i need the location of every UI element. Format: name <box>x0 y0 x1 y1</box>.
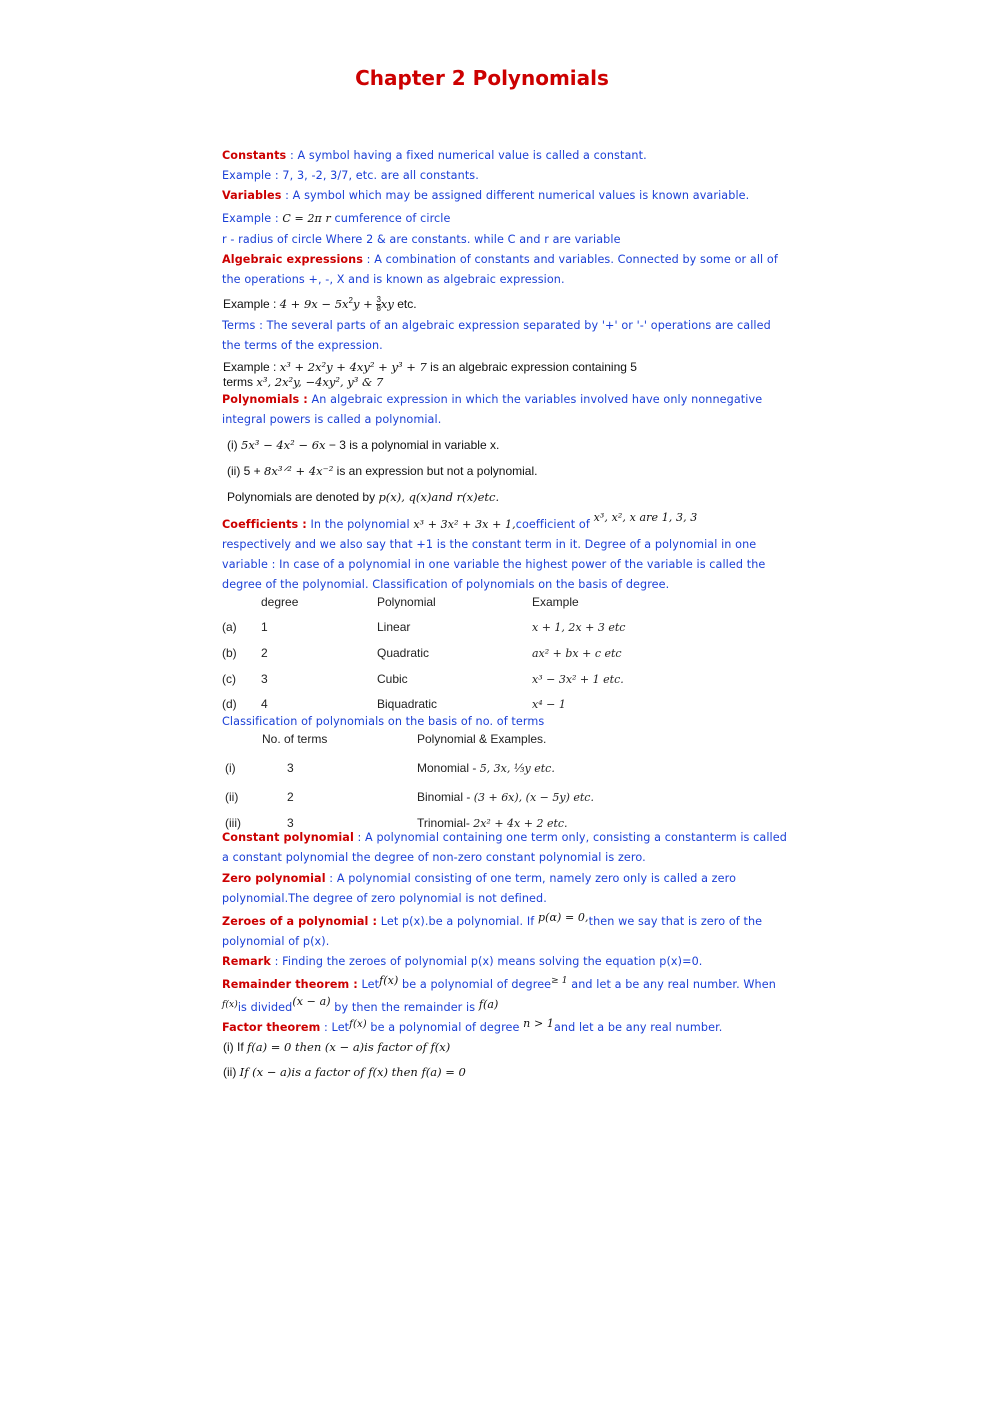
polynomial-example-2-label: (ii) 5 + <box>227 464 265 478</box>
polynomials-text-2: integral powers is called a polynomial. <box>222 413 442 426</box>
coefficients-line-2: respectively and we also say that +1 is the constant term in it. Degree of a polynomial in one <box>222 538 757 551</box>
remainder-math-b: ≥ 1 <box>551 976 568 986</box>
zeroes-text-b: then we say that is zero of the <box>588 915 763 928</box>
constant-polynomial-term: Constant polynomial <box>222 831 354 844</box>
terms-row-count: 3 <box>287 816 294 830</box>
remainder-math-a: f(x) <box>379 974 399 987</box>
degree-row-degree: 1 <box>261 620 268 634</box>
constants-term: Constants <box>222 149 287 162</box>
polynomial-notation <box>227 490 499 504</box>
factor-math-a: f(x) <box>349 1019 367 1030</box>
degree-row-label: (c) <box>222 672 236 686</box>
degree-row-name: Cubic <box>377 672 408 686</box>
remainder-theorem-term: Remainder theorem : <box>222 978 358 991</box>
degree-row-degree: 2 <box>261 646 268 660</box>
zero-polynomial-text-1: : A polynomial consisting of one term, namely zero only is called a zero <box>325 872 737 885</box>
remainder-text-b: be a polynomial of degree <box>398 978 552 991</box>
remainder-text-e: by then the remainder is <box>330 1001 479 1014</box>
degree-row-example <box>532 620 625 634</box>
constant-polynomial-text-2: a constant polynomial the degree of non-zero constant polynomial is zero. <box>222 851 646 864</box>
remark-term: Remark <box>222 955 271 968</box>
degree-table-header-polynomial: Polynomial <box>377 595 436 609</box>
remainder-math-c: f(x) <box>222 1000 238 1010</box>
zero-polynomial-text-2: polynomial.The degree of zero polynomial is not defined. <box>222 892 547 905</box>
degree-row-degree: 4 <box>261 697 268 711</box>
variables-term: Variables <box>222 189 282 202</box>
terms-classification-heading: Classification of polynomials on the basis of no. of terms <box>222 715 545 728</box>
remainder-math-e: f(a) <box>478 998 499 1011</box>
degree-row-example-math: ax² + bx + c etc <box>532 647 622 660</box>
factor-text-b: be a polynomial of degree <box>366 1021 524 1034</box>
degree-row-example-math: x³ − 3x² + 1 etc. <box>532 673 624 686</box>
terms-row-name: Monomial - <box>417 761 480 775</box>
degree-row-example <box>532 672 624 686</box>
polynomials-definition <box>222 393 762 406</box>
remainder-text-c: and let a be any real number. When <box>567 978 776 991</box>
algebraic-example-label: Example : <box>223 297 280 311</box>
coefficients-text-b: coefficient of <box>515 518 594 531</box>
zeroes-text-a: Let p(x).be a polynomial. If <box>377 915 538 928</box>
factor-math-b: n > 1 <box>523 1017 554 1030</box>
polynomial-example-1-math: 5x³ − 4x² − 6x <box>241 438 326 452</box>
terms-row-count: 3 <box>287 761 294 775</box>
algebraic-text-1: : A combination of constants and variables. Connected by some or all of <box>363 253 778 266</box>
factor-case-1-label: (i) If <box>223 1040 247 1054</box>
factor-theorem-term: Factor theorem <box>222 1021 321 1034</box>
degree-row-name: Biquadratic <box>377 697 438 711</box>
coefficients-math-a: x³ + 3x² + 3x + 1, <box>413 518 516 531</box>
zero-polynomial-definition <box>222 872 736 885</box>
polynomial-example-2-text: is an expression but not a polynomial. <box>333 464 538 478</box>
remark-text: : Finding the zeroes of polynomial p(x) means solving the equation p(x)=0. <box>270 955 703 968</box>
remainder-text-a: Let <box>357 978 380 991</box>
algebraic-example-suffix: etc. <box>393 297 417 311</box>
variables-text: : A symbol which may be assigned different numerical values is known avariable. <box>281 189 750 202</box>
terms-row-label: (iii) <box>225 816 241 830</box>
fraction-denominator: 8 <box>376 304 381 314</box>
polynomial-example-1-label: (i) <box>227 438 241 452</box>
polynomial-example-2-math: 8x³ᐟ² + 4x⁻² <box>264 464 334 478</box>
variables-definition <box>222 189 749 202</box>
degree-row-example-math: x⁴ − 1 <box>532 698 566 711</box>
remainder-theorem <box>222 974 776 991</box>
degree-row-label: (d) <box>222 697 237 711</box>
zeroes-math: p(α) = 0, <box>537 911 589 924</box>
remainder-text-d: is divided <box>237 1001 293 1014</box>
coefficients-text-a: In the polynomial <box>306 518 414 531</box>
terms-row-label: (ii) <box>225 790 239 804</box>
constant-polynomial-definition <box>222 831 787 844</box>
terms-row-label: (i) <box>225 761 236 775</box>
terms-row-example <box>417 761 555 775</box>
algebraic-text-2: the operations +, -, X and is known as algebraic expression. <box>222 273 565 286</box>
terms-row-example-math: (3 + 6x), (x − 5y) etc. <box>473 791 594 804</box>
algebraic-example: Example : $4 + 9x - 5x^2y$ + $\frac{3}{8}$ xy etc. <box>223 295 417 314</box>
terms-example-list <box>223 375 383 389</box>
remainder-theorem-line-2 <box>222 995 499 1014</box>
variables-example <box>222 212 450 225</box>
variables-example-suffix: cumference of circle <box>330 212 451 225</box>
degree-row-example-math: x + 1, 2x + 3 etc <box>532 621 626 634</box>
factor-text-c: and let a be any real number. <box>553 1021 723 1034</box>
degree-row-name: Linear <box>377 620 411 634</box>
polynomial-example-1-text: − 3 is a polynomial in variable x. <box>325 438 500 452</box>
factor-case-1-math: f(a) = 0 then (x − a)is factor of f(x) <box>247 1040 451 1054</box>
terms-table-header-count: No. of terms <box>262 732 328 746</box>
terms-definition-2: the terms of the expression. <box>222 339 383 352</box>
coefficients-definition <box>222 511 698 531</box>
degree-row-example <box>532 646 622 660</box>
terms-row-example-math: 2x² + 4x + 2 etc. <box>473 817 568 830</box>
coefficients-math-b: x³, x², x are 1, 3, 3 <box>593 511 698 524</box>
terms-example-text: is an algebraic expression containing 5 <box>426 360 637 374</box>
fraction-numerator: 3 <box>376 295 381 305</box>
coefficients-term: Coefficients : <box>222 518 307 531</box>
zeroes-term: Zeroes of a polynomial : <box>222 915 378 928</box>
degree-row-label: (a) <box>222 620 237 634</box>
algebraic-example-math-b: y + <box>352 297 377 311</box>
variables-example-prefix: Example : <box>222 212 283 225</box>
variables-note: r - radius of circle Where 2 & are constants. while C and r are variable <box>222 233 621 246</box>
degree-table-header-example: Example <box>532 595 579 609</box>
terms-row-example <box>417 790 594 804</box>
terms-example-math: x³ + 2x²y + 4xy² + y³ + 7 <box>279 360 427 374</box>
constant-polynomial-text-1: : A polynomial containing one term only, consisting a constanterm is called <box>353 831 787 844</box>
algebraic-term: Algebraic expressions <box>222 253 364 266</box>
zero-polynomial-term: Zero polynomial <box>222 872 326 885</box>
factor-text-a: : Let <box>320 1021 350 1034</box>
factor-case-2-math: If (x − a)is a factor of f(x) then f(a) = 0 <box>239 1065 466 1079</box>
coefficients-line-3: variable : In case of a polynomial in one variable the highest power of the variable is called the <box>222 558 766 571</box>
algebraic-example-math-c: xy <box>380 297 394 311</box>
terms-example <box>223 360 637 374</box>
terms-row-count: 2 <box>287 790 294 804</box>
remainder-math-d: (x − a) <box>292 995 331 1008</box>
degree-row-label: (b) <box>222 646 237 660</box>
factor-theorem <box>222 1017 723 1034</box>
page-title: Chapter 2 Polynomials <box>355 66 609 90</box>
degree-row-example <box>532 697 566 711</box>
constants-text: : A symbol having a fixed numerical value is called a constant. <box>286 149 647 162</box>
degree-table-header-degree: degree <box>261 595 299 609</box>
terms-table-header-examples: Polynomial & Examples. <box>417 732 547 746</box>
terms-example-list-label: terms <box>223 375 257 389</box>
terms-definition-1: Terms : The several parts of an algebraic expression separated by '+' or '-' operations are called <box>222 319 771 332</box>
polynomials-term: Polynomials : <box>222 393 308 406</box>
polynomial-notation-math: p(x), q(x)and r(x)etc. <box>378 490 500 504</box>
polynomial-example-1 <box>227 438 499 452</box>
degree-row-degree: 3 <box>261 672 268 686</box>
variables-example-math: C = 2π r <box>282 212 331 225</box>
constants-definition <box>222 149 647 162</box>
zeroes-line-2: polynomial of p(x). <box>222 935 330 948</box>
polynomial-notation-text: Polynomials are denoted by <box>227 490 379 504</box>
constants-example: Example : 7, 3, -2, 3/7, etc. are all constants. <box>222 169 479 182</box>
factor-theorem-case-2 <box>223 1065 466 1079</box>
terms-row-name: Trinomial- <box>417 816 474 830</box>
polynomial-example-2 <box>227 464 537 478</box>
remark <box>222 955 702 968</box>
terms-row-example-math: 5, 3x, ⅓y etc. <box>479 762 555 775</box>
coefficients-line-4: degree of the polynomial. Classification of polynomials on the basis of degree. <box>222 578 670 591</box>
terms-example-label: Example : <box>223 360 280 374</box>
terms-example-list-math: x³, 2x²y, −4xy², y³ & 7 <box>256 375 384 389</box>
zeroes-definition <box>222 911 763 928</box>
terms-row-example <box>417 816 568 830</box>
algebraic-definition <box>222 253 778 266</box>
factor-case-2-label: (ii) <box>223 1065 240 1079</box>
terms-row-name: Binomial - <box>417 790 474 804</box>
factor-theorem-case-1 <box>223 1040 450 1054</box>
polynomials-text-1: An algebraic expression in which the variables involved have only nonnegative <box>307 393 763 406</box>
degree-row-name: Quadratic <box>377 646 430 660</box>
algebraic-example-math-a: 4 + 9x − 5x <box>279 297 349 311</box>
